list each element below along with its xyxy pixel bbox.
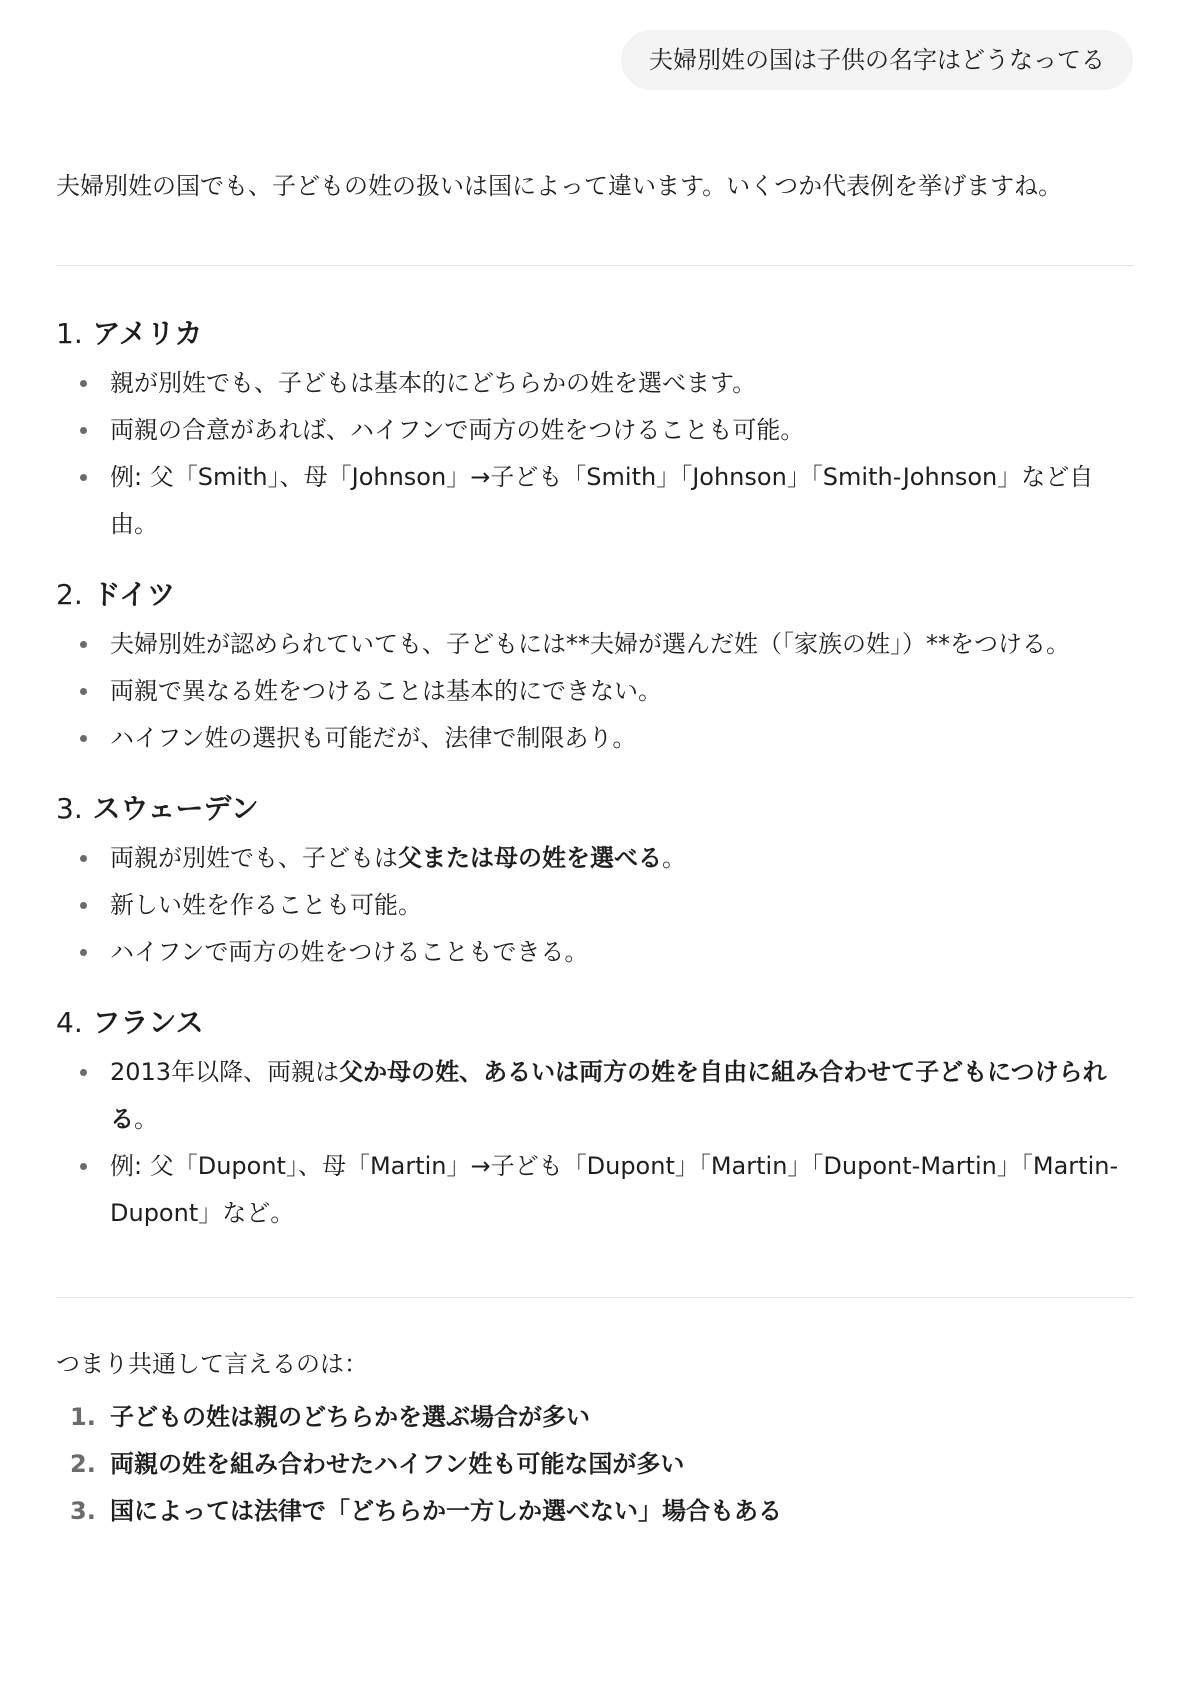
section-number: 2. xyxy=(56,578,83,611)
country-sections xyxy=(56,316,1134,1237)
bullet-item xyxy=(56,1143,1134,1237)
section-heading xyxy=(56,1005,1134,1041)
bullet-item xyxy=(56,454,1134,548)
summary-text: 国によっては法律で「どちらか一方しか選べない」場合もある xyxy=(110,1497,782,1525)
section-number: 1. xyxy=(56,317,83,350)
bullet-text: 親が別姓でも、子どもは基本的にどちらかの姓を選べます。 xyxy=(110,369,757,397)
bullet-text: 両親の合意があれば、ハイフンで両方の姓をつけることも可能。 xyxy=(110,416,805,444)
bullet-list xyxy=(56,360,1134,548)
bullet-list xyxy=(56,621,1134,762)
summary-number: 1. xyxy=(70,1403,96,1431)
summary-item xyxy=(56,1394,1134,1441)
response-intro: 夫婦別姓の国でも、子どもの姓の扱いは国によって違います。いくつか代表例を挙げますね。 xyxy=(56,172,1063,200)
section-divider xyxy=(56,1297,1134,1298)
bullet-text: 。 xyxy=(134,1105,158,1133)
bullet-item xyxy=(56,835,1134,882)
bullet-text: 例: 父「Dupont」、母「Martin」→子ども「Dupont」「Martin」「Dupont-Martin」「Martin-Dupont」など。 xyxy=(110,1152,1119,1227)
summary-intro: つまり共通して言えるのは： xyxy=(56,1350,368,1378)
bullet-text: ハイフンで両方の姓をつけることもできる。 xyxy=(110,938,589,966)
summary-text: 子どもの姓は親のどちらかを選ぶ場合が多い xyxy=(110,1403,590,1431)
bullet-list xyxy=(56,1049,1134,1237)
user-message-row xyxy=(621,30,1133,90)
summary-item xyxy=(56,1441,1134,1488)
bullet-item xyxy=(56,882,1134,929)
summary-number: 2. xyxy=(70,1450,96,1478)
summary-list xyxy=(56,1394,1134,1535)
bullet-text: ハイフン姓の選択も可能だが、法律で制限あり。 xyxy=(110,724,637,752)
summary-text: 両親の姓を組み合わせたハイフン姓も可能な国が多い xyxy=(110,1450,685,1478)
bullet-text: 2013年以降、両親は xyxy=(110,1058,340,1086)
bullet-item xyxy=(56,621,1134,668)
section-heading xyxy=(56,316,1134,352)
summary-number: 3. xyxy=(70,1497,96,1525)
bullet-text: 新しい姓を作ることも可能。 xyxy=(110,891,422,919)
section-heading xyxy=(56,791,1134,827)
bullet-text: 夫婦別姓が認められていても、子どもには**夫婦が選んだ姓（「家族の姓」）**をつける。 xyxy=(110,630,1070,658)
bullet-text: 例: 父「Smith」、母「Johnson」→子ども「Smith」「Johnson」「Smith-Johnson」など自由。 xyxy=(110,463,1094,538)
section-title: スウェーデン xyxy=(92,792,259,825)
assistant-response xyxy=(56,162,1134,1535)
section-divider xyxy=(56,265,1134,266)
section-title: ドイツ xyxy=(92,578,176,611)
bullet-item xyxy=(56,715,1134,762)
bullet-item xyxy=(56,360,1134,407)
bullet-text-bold: 父または母の姓を選べる xyxy=(398,844,662,872)
bullet-text: 。 xyxy=(662,844,686,872)
bullet-text: 両親が別姓でも、子どもは xyxy=(110,844,398,872)
section-title: アメリカ xyxy=(92,317,203,350)
section-number: 3. xyxy=(56,792,83,825)
bullet-item xyxy=(56,1049,1134,1143)
summary-item xyxy=(56,1488,1134,1535)
section-number: 4. xyxy=(56,1006,83,1039)
section-heading xyxy=(56,577,1134,613)
bullet-text: 両親で異なる姓をつけることは基本的にできない。 xyxy=(110,677,662,705)
user-message-bubble: 夫婦別姓の国は子供の名字はどうなってる xyxy=(621,30,1133,90)
bullet-item xyxy=(56,407,1134,454)
section-title: フランス xyxy=(92,1006,204,1039)
bullet-text-bold: 父か母の姓、あるいは両方の姓を自由に組み合わせて子どもにつけられる xyxy=(110,1058,1107,1133)
bullet-item xyxy=(56,668,1134,715)
bullet-list xyxy=(56,835,1134,976)
bullet-item xyxy=(56,929,1134,976)
